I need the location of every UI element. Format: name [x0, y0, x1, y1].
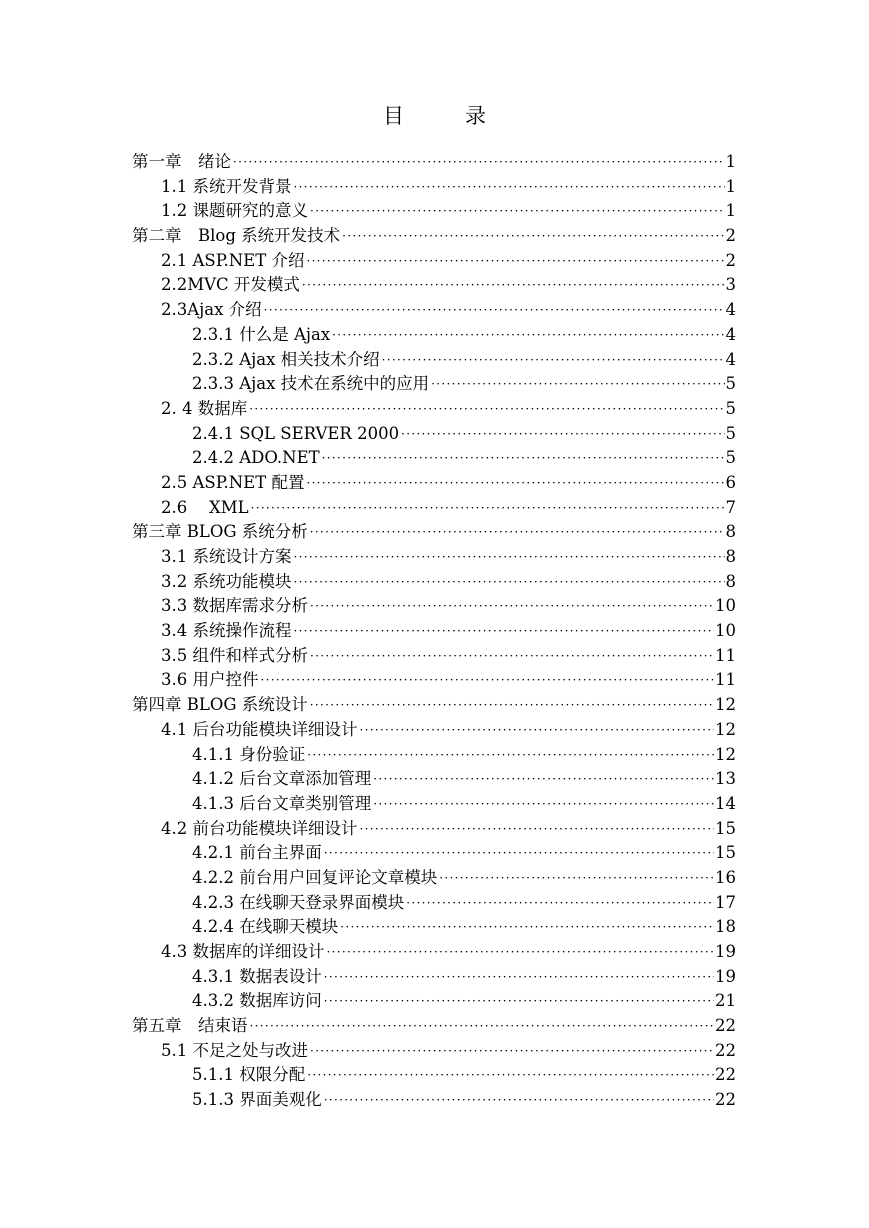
toc-entry-page-number: 8	[725, 571, 736, 591]
toc-entry-label: 2.2MVC 开发模式	[161, 275, 300, 295]
toc-entry[interactable]	[132, 1039, 736, 1064]
toc-entry[interactable]	[132, 644, 736, 669]
toc-entry[interactable]	[132, 397, 736, 422]
toc-entry-page-number: 12	[715, 695, 736, 715]
toc-entry[interactable]	[132, 792, 736, 817]
toc-entry-label: 2.5 ASP.NET 配置	[161, 472, 305, 492]
toc-entry-page-number: 11	[715, 670, 736, 690]
dot-leader	[324, 965, 714, 990]
toc-entry[interactable]	[132, 619, 736, 644]
toc-entry-page-number: 5	[725, 423, 736, 443]
toc-entry-page-number: 15	[715, 818, 736, 838]
toc-entry-page-number: 1	[725, 201, 736, 221]
toc-entry-page-number: 15	[715, 843, 736, 863]
toc-entry-page-number: 12	[715, 744, 736, 764]
toc-entry[interactable]	[132, 841, 736, 866]
toc-entry-label: 第一章 绪论	[132, 152, 231, 171]
toc-entry-label: 5.1.3 界面美观化	[192, 1090, 322, 1110]
toc-entry-page-number: 11	[715, 645, 736, 665]
toc-entry-page-number: 22	[715, 1016, 736, 1036]
toc-entry-page-number: 3	[725, 275, 736, 295]
toc-entry[interactable]	[132, 224, 736, 249]
toc-entry[interactable]	[132, 1063, 736, 1088]
toc-entry[interactable]	[132, 471, 736, 496]
toc-entry[interactable]	[132, 372, 736, 397]
dot-leader	[306, 471, 724, 496]
dot-leader	[340, 915, 714, 940]
toc-entry[interactable]	[132, 323, 736, 348]
toc-entry[interactable]	[132, 965, 736, 990]
toc-entry-label: 3.5 组件和样式分析	[161, 645, 308, 665]
toc-entry-label: 3.4 系统操作流程	[161, 621, 292, 641]
dot-leader	[324, 1088, 714, 1113]
toc-entry-label: 第二章 Blog 系统开发技术	[132, 226, 341, 246]
toc-entry-page-number: 4	[725, 300, 736, 320]
toc-entry-label: 2. 4 数据库	[161, 398, 248, 418]
toc-entry[interactable]	[132, 743, 736, 768]
toc-entry-page-number: 12	[715, 719, 736, 739]
dot-leader	[294, 175, 725, 200]
toc-entry-label: 2.1 ASP.NET 介绍	[161, 250, 305, 270]
toc-entry-page-number: 5	[725, 374, 736, 394]
toc-entry-page-number: 1	[725, 152, 736, 171]
toc-entry[interactable]	[132, 668, 736, 693]
toc-entry-label: 4.3.1 数据表设计	[192, 966, 322, 986]
dot-leader	[294, 619, 715, 644]
dot-leader	[261, 668, 715, 693]
dot-leader	[306, 249, 724, 274]
dot-leader	[310, 199, 725, 224]
toc-entry[interactable]	[132, 767, 736, 792]
dot-leader	[249, 397, 724, 422]
table-of-contents	[132, 150, 736, 1113]
dot-leader	[382, 348, 725, 373]
toc-entry-label: 3.1 系统设计方案	[161, 547, 292, 566]
toc-entry[interactable]	[132, 348, 736, 373]
toc-entry[interactable]	[132, 520, 736, 545]
toc-entry-page-number: 17	[715, 892, 736, 912]
dot-leader	[302, 273, 725, 298]
toc-entry[interactable]	[132, 570, 736, 595]
dot-leader	[406, 891, 714, 916]
toc-entry[interactable]	[132, 298, 736, 323]
toc-entry[interactable]	[132, 940, 736, 965]
dot-leader	[310, 594, 714, 619]
toc-entry-label: 1.1 系统开发背景	[161, 176, 292, 196]
dot-leader	[327, 940, 715, 965]
toc-entry[interactable]	[132, 817, 736, 842]
toc-entry-page-number: 2	[725, 250, 736, 270]
dot-leader	[373, 792, 714, 817]
toc-entry-page-number: 19	[715, 942, 736, 961]
toc-entry-label: 4.1.3 后台文章类别管理	[192, 793, 372, 813]
toc-entry-page-number: 5	[725, 398, 736, 418]
toc-entry-label: 3.2 系统功能模块	[161, 571, 292, 591]
dot-leader	[324, 989, 714, 1014]
toc-entry-page-number: 13	[715, 769, 736, 789]
dot-leader	[360, 718, 715, 743]
toc-entry[interactable]	[132, 422, 736, 447]
dot-leader	[373, 767, 714, 792]
toc-entry[interactable]	[132, 446, 736, 471]
toc-entry-page-number: 22	[715, 1065, 736, 1085]
dot-leader	[439, 866, 714, 891]
toc-entry-label: 第三章 BLOG 系统分析	[132, 522, 308, 542]
toc-entry-label: 3.6 用户控件	[161, 670, 259, 690]
toc-title: 目 录	[383, 104, 506, 128]
toc-entry[interactable]	[132, 496, 736, 521]
toc-entry-page-number: 16	[715, 867, 736, 887]
dot-leader	[233, 150, 725, 175]
toc-entry-page-number: 8	[725, 522, 736, 542]
toc-entry-page-number: 2	[725, 226, 736, 246]
toc-entry-page-number: 5	[725, 448, 736, 468]
toc-entry[interactable]	[132, 915, 736, 940]
toc-entry-page-number: 8	[725, 547, 736, 566]
toc-entry-label: 2.4.1 SQL SERVER 2000	[192, 423, 400, 443]
toc-entry-page-number: 18	[715, 917, 736, 937]
toc-entry-label: 4.2 前台功能模块详细设计	[161, 818, 358, 838]
toc-entry-label: 第四章 BLOG 系统设计	[132, 695, 308, 715]
toc-entry[interactable]	[132, 150, 736, 175]
dot-leader	[342, 224, 724, 249]
dot-leader	[360, 817, 715, 842]
toc-entry-label: 4.2.3 在线聊天登录界面模块	[192, 892, 405, 912]
toc-entry-page-number: 21	[715, 991, 736, 1011]
dot-leader	[307, 1063, 714, 1088]
toc-entry-page-number: 1	[725, 176, 736, 196]
toc-entry-page-number: 19	[715, 966, 736, 986]
dot-leader	[332, 323, 724, 348]
toc-entry-page-number: 22	[715, 1090, 736, 1110]
dot-leader	[294, 570, 725, 595]
toc-entry-label: 2.3.3 Ajax 技术在系统中的应用	[192, 374, 430, 394]
toc-entry-label: 4.3 数据库的详细设计	[161, 942, 325, 961]
toc-entry[interactable]	[132, 866, 736, 891]
dot-leader	[294, 545, 725, 570]
toc-entry-page-number: 4	[725, 324, 736, 344]
toc-entry-label: 2.3.1 什么是 Ajax	[192, 324, 331, 344]
toc-entry-page-number: 6	[725, 472, 736, 492]
dot-leader	[324, 841, 714, 866]
dot-leader	[401, 422, 724, 447]
dot-leader	[251, 496, 725, 521]
dot-leader	[307, 743, 714, 768]
dot-leader	[310, 693, 714, 718]
toc-entry-label: 2.3Ajax 介绍	[161, 300, 262, 320]
dot-leader	[310, 520, 725, 545]
dot-leader	[250, 1014, 715, 1039]
toc-entry[interactable]	[132, 1088, 736, 1113]
toc-entry[interactable]	[132, 1014, 736, 1039]
toc-entry[interactable]	[132, 249, 736, 274]
toc-entry[interactable]	[132, 545, 736, 570]
toc-entry[interactable]	[132, 989, 736, 1014]
toc-entry-label: 4.2.1 前台主界面	[192, 843, 322, 863]
toc-entry-label: 4.1.2 后台文章添加管理	[192, 769, 372, 789]
toc-entry-label: 5.1.1 权限分配	[192, 1065, 306, 1085]
toc-entry[interactable]	[132, 175, 736, 200]
toc-entry-page-number: 4	[725, 349, 736, 369]
toc-entry-label: 4.1 后台功能模块详细设计	[161, 719, 358, 739]
toc-entry[interactable]	[132, 594, 736, 619]
dot-leader	[264, 298, 725, 323]
toc-entry-label: 4.2.2 前台用户回复评论文章模块	[192, 867, 438, 887]
toc-entry-page-number: 7	[725, 497, 736, 517]
toc-entry-page-number: 10	[715, 596, 736, 616]
toc-entry-label: 5.1 不足之处与改进	[161, 1040, 308, 1060]
dot-leader	[310, 644, 714, 669]
toc-entry[interactable]	[132, 693, 736, 718]
dot-leader	[310, 1039, 714, 1064]
toc-entry[interactable]	[132, 718, 736, 743]
toc-entry-label: 4.1.1 身份验证	[192, 744, 306, 764]
toc-entry-page-number: 14	[715, 793, 736, 813]
toc-entry-label: 4.2.4 在线聊天模块	[192, 917, 339, 937]
toc-entry[interactable]	[132, 273, 736, 298]
toc-entry-label: 2.6 XML	[161, 497, 249, 517]
dot-leader	[322, 446, 725, 471]
toc-entry[interactable]	[132, 891, 736, 916]
toc-entry[interactable]	[132, 199, 736, 224]
toc-entry-label: 1.2 课题研究的意义	[161, 201, 308, 221]
dot-leader	[431, 372, 724, 397]
toc-entry-label: 第五章 结束语	[132, 1016, 248, 1036]
toc-entry-label: 2.4.2 ADO.NET	[192, 448, 320, 468]
toc-entry-page-number: 22	[715, 1040, 736, 1060]
toc-entry-label: 2.3.2 Ajax 相关技术介绍	[192, 349, 380, 369]
toc-entry-label: 4.3.2 数据库访问	[192, 991, 322, 1011]
toc-entry-label: 3.3 数据库需求分析	[161, 596, 308, 616]
toc-entry-page-number: 10	[715, 621, 736, 641]
